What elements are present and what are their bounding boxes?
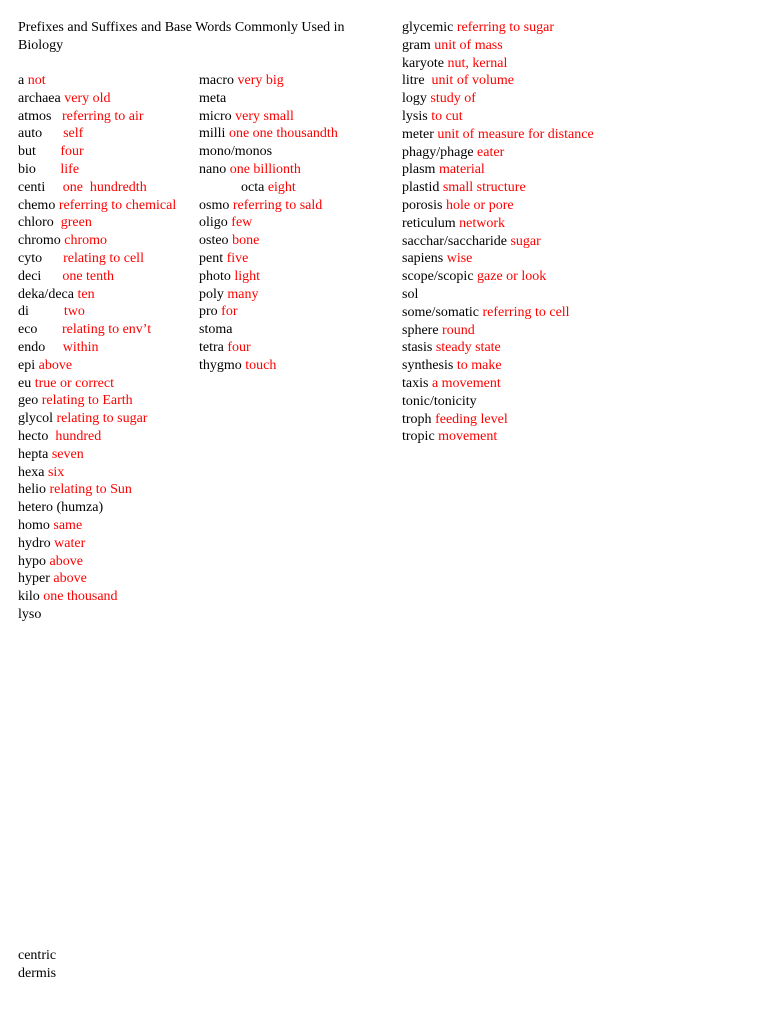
word-entry: [199, 321, 338, 339]
word-meaning: ten: [77, 286, 95, 302]
word-list-column-3: [402, 19, 594, 446]
word-term: hetero (humza): [18, 500, 104, 516]
word-entry: [18, 446, 176, 464]
word-meaning: eater: [477, 144, 505, 160]
word-term: epi: [18, 357, 39, 373]
word-term: photo: [199, 268, 235, 284]
word-term: troph: [402, 411, 436, 427]
word-entry: [18, 357, 176, 375]
word-meaning: seven: [51, 446, 84, 462]
word-term: osmo: [199, 197, 233, 213]
word-meaning: to make: [456, 358, 502, 374]
word-entry: [18, 321, 176, 339]
word-term: cyto: [18, 250, 64, 266]
word-term: sapiens: [402, 251, 447, 267]
word-term: octa: [199, 179, 268, 195]
word-term: sol: [402, 286, 419, 302]
word-entry: [18, 606, 176, 624]
word-term: centric: [18, 948, 57, 963]
word-meaning: study of: [430, 91, 476, 107]
word-meaning: water: [54, 535, 86, 551]
word-meaning: relating to cell: [63, 250, 144, 266]
word-term: plasm: [402, 162, 439, 178]
word-entry: [402, 339, 594, 357]
word-term: porosis: [402, 197, 446, 213]
word-term: meta: [199, 90, 227, 106]
word-term: deka/deca: [18, 286, 78, 302]
word-term: geo: [18, 393, 42, 409]
word-meaning: movement: [438, 429, 498, 445]
word-term: but: [18, 144, 61, 160]
word-entry: [199, 143, 338, 161]
word-term: poly: [199, 286, 228, 302]
word-list-column-1: [18, 72, 176, 624]
word-term: hecto: [18, 428, 56, 444]
word-entry: [402, 55, 594, 73]
word-entry: [18, 214, 176, 232]
word-term: glycemic: [402, 20, 457, 35]
word-meaning: same: [53, 517, 83, 533]
word-term: oligo: [199, 215, 232, 231]
word-meaning: one one thousandth: [228, 126, 338, 142]
word-term: dermis: [18, 965, 57, 981]
word-term: hydro: [18, 535, 55, 551]
word-meaning: nut, kernal: [447, 55, 508, 71]
word-meaning: unit of mass: [434, 37, 503, 53]
word-term: logy: [402, 91, 431, 107]
word-term: hexa: [18, 464, 48, 480]
word-entry: [402, 411, 594, 429]
word-term: sphere: [402, 322, 443, 338]
word-entry: [18, 517, 176, 535]
word-term: homo: [18, 517, 54, 533]
word-term: eu: [18, 375, 35, 391]
word-meaning: hole or pore: [445, 197, 514, 213]
word-term: stasis: [402, 340, 436, 356]
word-meaning: very old: [64, 90, 111, 106]
word-meaning: green: [60, 215, 92, 231]
word-term: bio: [18, 161, 61, 177]
word-entry: [18, 499, 176, 517]
word-term: synthesis: [402, 358, 457, 374]
word-entry: [199, 161, 338, 179]
word-entry: [402, 393, 594, 411]
word-entry: [18, 965, 56, 983]
word-term: karyote: [402, 55, 448, 71]
word-meaning: a movement: [431, 375, 501, 391]
word-meaning: feeding level: [435, 411, 508, 427]
word-entry: [402, 286, 594, 304]
word-term: sacchar/saccharide: [402, 233, 511, 249]
word-meaning: bone: [232, 233, 260, 249]
word-meaning: to cut: [431, 108, 463, 124]
word-entry: [402, 161, 594, 179]
word-meaning: relating to Earth: [41, 393, 133, 409]
word-meaning: material: [438, 162, 485, 178]
word-entry: [402, 179, 594, 197]
word-entry: [18, 161, 176, 179]
word-meaning: referring to chemical: [58, 197, 177, 213]
word-meaning: above: [38, 357, 73, 373]
word-term: di: [18, 304, 64, 320]
word-term: taxis: [402, 375, 432, 391]
word-entry: [199, 125, 338, 143]
word-meaning: wise: [446, 251, 473, 267]
word-entry: [199, 197, 338, 215]
word-term: nano: [199, 161, 230, 177]
word-entry: [199, 268, 338, 286]
word-term: reticulum: [402, 215, 460, 231]
word-entry: [18, 303, 176, 321]
word-term: glycol: [18, 411, 57, 427]
word-term: chemo: [18, 197, 59, 213]
word-entry: [199, 214, 338, 232]
word-meaning: relating to env’t: [61, 322, 152, 338]
word-meaning: referring to cell: [482, 304, 570, 320]
word-entry: [199, 357, 338, 375]
word-meaning: unit of volume: [431, 73, 514, 89]
word-term: thygmo: [199, 357, 246, 373]
word-entry: [18, 125, 176, 143]
word-term: atmos: [18, 108, 62, 124]
word-term: scope/scopic: [402, 269, 478, 285]
word-term: milli: [199, 126, 229, 142]
word-entry: [18, 570, 176, 588]
word-entry: [18, 268, 176, 286]
word-meaning: above: [49, 553, 83, 569]
word-meaning: one hundredth: [62, 179, 147, 195]
word-meaning: network: [459, 215, 506, 231]
word-term: tonic/tonicity: [402, 393, 477, 409]
word-meaning: referring to sald: [232, 197, 323, 213]
word-term: lyso: [18, 606, 42, 622]
word-entry: [18, 464, 176, 482]
word-entry: [18, 535, 176, 553]
word-entry: [18, 179, 176, 197]
word-term: mono/monos: [199, 144, 273, 160]
word-term: hepta: [18, 446, 52, 462]
word-meaning: one billionth: [229, 161, 301, 177]
word-entry: [199, 72, 338, 90]
word-list-bottom: [18, 947, 56, 983]
word-entry: [199, 108, 338, 126]
word-entry: [18, 232, 176, 250]
word-entry: [18, 90, 176, 108]
word-term: eco: [18, 322, 62, 338]
word-list-column-2: [199, 72, 338, 375]
word-entry: [199, 250, 338, 268]
word-meaning: life: [60, 161, 80, 177]
word-term: lysis: [402, 108, 432, 124]
word-entry: [402, 268, 594, 286]
word-term: osteo: [199, 233, 233, 249]
word-term: tetra: [199, 339, 228, 355]
word-term: a: [18, 73, 28, 88]
word-term: chloro: [18, 215, 61, 231]
word-entry: [18, 947, 56, 965]
word-meaning: one tenth: [62, 268, 115, 284]
word-entry: [402, 233, 594, 251]
word-meaning: very small: [235, 108, 294, 124]
word-term: deci: [18, 268, 63, 284]
word-entry: [18, 72, 176, 90]
word-entry: [402, 304, 594, 322]
word-entry: [18, 481, 176, 499]
word-term: pro: [199, 304, 222, 320]
word-entry: [199, 303, 338, 321]
word-term: litre: [402, 73, 432, 89]
word-meaning: above: [53, 571, 87, 587]
word-meaning: hundred: [55, 428, 102, 444]
word-term: phagy/phage: [402, 144, 478, 160]
word-meaning: four: [227, 339, 251, 355]
word-entry: [18, 553, 176, 571]
word-term: plastid: [402, 180, 443, 196]
word-entry: [18, 375, 176, 393]
word-meaning: self: [63, 126, 84, 142]
word-term: pent: [199, 250, 227, 266]
word-meaning: light: [234, 268, 261, 284]
word-entry: [18, 392, 176, 410]
word-term: archaea: [18, 90, 65, 106]
word-term: some/somatic: [402, 304, 483, 320]
word-meaning: very big: [237, 73, 284, 88]
word-meaning: round: [442, 322, 475, 338]
word-meaning: referring to air: [61, 108, 144, 124]
word-meaning: for: [221, 304, 238, 320]
word-meaning: gaze or look: [477, 269, 547, 285]
word-entry: [402, 357, 594, 375]
word-meaning: relating to Sun: [49, 482, 132, 498]
word-term: meter: [402, 126, 438, 142]
word-meaning: many: [227, 286, 259, 302]
word-entry: [402, 90, 594, 108]
word-meaning: relating to sugar: [56, 411, 148, 427]
word-meaning: not: [27, 73, 46, 88]
word-entry: [402, 144, 594, 162]
word-entry: [18, 410, 176, 428]
word-term: stoma: [199, 322, 233, 338]
word-term: endo: [18, 339, 63, 355]
word-meaning: sugar: [510, 233, 541, 249]
word-entry: [402, 428, 594, 446]
word-entry: [402, 108, 594, 126]
word-entry: [199, 90, 338, 108]
word-entry: [18, 250, 176, 268]
word-term: helio: [18, 482, 50, 498]
word-entry: [199, 232, 338, 250]
word-term: tropic: [402, 429, 439, 445]
word-entry: [402, 375, 594, 393]
word-meaning: eight: [267, 179, 296, 195]
word-entry: [402, 250, 594, 268]
word-term: macro: [199, 73, 238, 88]
word-meaning: few: [231, 215, 253, 231]
word-meaning: two: [63, 304, 85, 320]
word-entry: [18, 428, 176, 446]
word-term: auto: [18, 126, 64, 142]
word-entry: [18, 588, 176, 606]
word-meaning: chromo: [64, 233, 108, 249]
word-meaning: unit of measure for distance: [437, 126, 594, 142]
word-entry: [402, 126, 594, 144]
word-entry: [402, 19, 594, 37]
word-meaning: five: [226, 250, 249, 266]
page-title: Prefixes and Suffixes and Base Words Commonly Used in Biology: [18, 20, 345, 53]
word-meaning: true or correct: [34, 375, 115, 391]
word-meaning: one thousand: [43, 589, 118, 605]
word-entry: [402, 37, 594, 55]
word-meaning: four: [60, 144, 84, 160]
word-entry: [18, 143, 176, 161]
word-term: gram: [402, 37, 435, 53]
word-entry: [402, 72, 594, 90]
word-entry: [18, 108, 176, 126]
word-term: chromo: [18, 233, 65, 249]
word-entry: [402, 197, 594, 215]
word-term: hypo: [18, 553, 50, 569]
word-meaning: small structure: [442, 180, 526, 196]
word-entry: [199, 286, 338, 304]
word-term: centi: [18, 179, 63, 195]
word-entry: [402, 322, 594, 340]
word-entry: [18, 286, 176, 304]
word-meaning: referring to sugar: [456, 20, 554, 35]
word-term: micro: [199, 108, 236, 124]
word-entry: [18, 197, 176, 215]
word-entry: [199, 179, 338, 197]
word-meaning: steady state: [435, 340, 501, 356]
word-meaning: within: [62, 339, 99, 355]
word-term: hyper: [18, 571, 54, 587]
word-meaning: six: [47, 464, 65, 480]
word-entry: [199, 339, 338, 357]
word-entry: [18, 339, 176, 357]
word-entry: [402, 215, 594, 233]
word-meaning: touch: [245, 357, 277, 373]
word-term: kilo: [18, 589, 44, 605]
